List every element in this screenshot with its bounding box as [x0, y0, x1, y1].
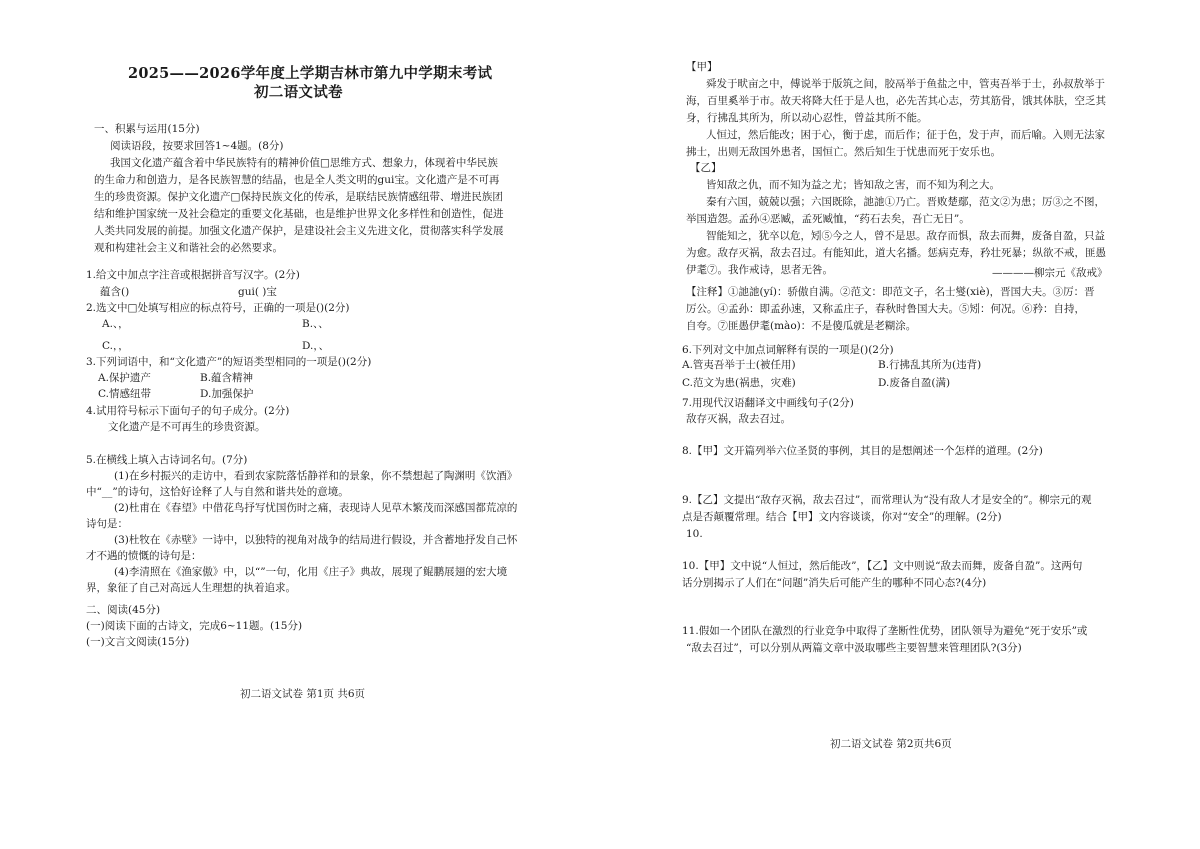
- exam-subtitle: 初二语文试卷: [254, 84, 343, 101]
- passage-label-jia: 【甲】: [686, 61, 718, 73]
- q3-option-c: C.情感纽带: [98, 388, 151, 400]
- q6-option-c: C.范文为患(祸患，灾难): [682, 377, 796, 389]
- answer-line-10: 10.: [686, 528, 703, 540]
- question-7: 7.用现代汉语翻译文中画线句子(2分): [682, 397, 854, 409]
- question-9-cont: 点是否颠覆常理。结合【甲】文内容谈谈，你对“安全”的理解。(2分): [682, 511, 1002, 523]
- passage-attribution: ————柳宗元《敌戒》: [992, 267, 1108, 279]
- q6-option-b: B.行拂乱其所为(违背): [878, 359, 982, 371]
- annotation-line: 【注释】①訑訑(yí)：骄傲自满。②范文：即范文子，名士燮(xiè)，晋国大夫。③厉：晋: [686, 286, 1095, 298]
- passage-line: 拂士，出则无敌国外患者，国恒亡。然后知生于忧患而死于安乐也。: [686, 146, 1001, 158]
- page-footer: 初二语文试卷 第2页共6页: [830, 738, 952, 750]
- q5-item-2: (2)杜甫在《春望》中借花鸟抒写忧国伤时之痛，表现诗人见草木繁茂而深感国都荒凉的: [114, 502, 518, 514]
- question-10-cont: 话分别揭示了人们在“问题”消失后可能产生的哪种不同心态?(4分): [682, 577, 987, 589]
- passage-line: 身，行拂乱其所为，所以动心忍性，曾益其所不能。: [686, 112, 928, 124]
- reading-instruction: 阅读语段，按要求回答1~4题。(8分): [110, 140, 284, 152]
- page-footer: 初二语文试卷 第1页 共6页: [240, 688, 366, 700]
- q5-item-2-cont: 诗句是：: [86, 518, 128, 530]
- q4-sentence: 文化遗产是不可再生的珍贵资源。: [108, 421, 266, 433]
- question-6: 6.下列对文中加点词解释有误的一项是()(2分): [682, 344, 894, 356]
- exam-title: 2025——2026学年度上学期吉林市第九中学期末考试: [128, 65, 493, 82]
- question-11: 11.假如一个团队在激烈的行业竞争中取得了垄断性优势，团队领导为避免“死于安乐”或: [682, 625, 1088, 637]
- question-9: 9.【乙】文提出“敌存灭祸，敌去召过”，而常理认为“没有敌人才是安全的”。柳宗元的观: [682, 494, 1092, 506]
- passage-line: 伊耄⑦。我作戒诗，思者无咎。: [686, 264, 833, 276]
- passage-line: 智能知之，犹卒以危，矧⑤今之人，曾不是思。敌存而惧，敌去而舞，废备自盈，只益: [706, 230, 1105, 242]
- passage-line: 结和维护国家统一及社会稳定的重要文化基础，也是维护世界文化多样性和创造性，促进: [94, 208, 504, 220]
- passage-line: 海，百里奚举于市。故天将降大任于是人也，必先苦其心志，劳其筋骨，饿其体肤，空乏其: [686, 95, 1106, 107]
- q2-option-a: A.、，: [102, 318, 129, 330]
- question-11-cont: “敌去召过”，可以分别从两篇文章中汲取哪些主要智慧来管理团队?(3分): [686, 642, 1022, 654]
- passage-line: 人恒过，然后能改；困于心，衡于虑，而后作；征于色，发于声，而后喻。入则无法家: [706, 129, 1105, 141]
- q1-item-a: 蕴含(): [100, 286, 130, 298]
- passage-line: 观和构建社会主义和谐社会的必然要求。: [94, 242, 283, 254]
- passage-line: 舜发于畎亩之中，傅说举于版筑之间，胶鬲举于鱼盐之中，管夷吾举于士，孙叔敖举于: [706, 78, 1105, 90]
- question-10: 10.【甲】文中说“人恒过，然后能改”，【乙】文中则说“敌去而舞，废备自盈”。这两句: [682, 560, 1083, 572]
- q2-option-d: D.，、: [302, 340, 330, 352]
- q3-option-a: A.保护遗产: [98, 372, 151, 384]
- q2-option-c: C.，，: [102, 340, 129, 352]
- q5-item-1: (1)在乡村振兴的走访中，看到农家院落恬静祥和的景象，你不禁想起了陶渊明《饮酒》: [114, 470, 518, 482]
- question-5: 5.在横线上填入古诗词名句。(7分): [86, 454, 248, 466]
- section-heading: 二、阅读(45分): [86, 604, 161, 616]
- subsection-heading: (一)文言文阅读(15分): [86, 636, 190, 648]
- passage-line: 皆知敌之仇，而不知为益之尤；皆知敌之害，而不知为利之大。: [706, 179, 1000, 191]
- reading-instruction: (一)阅读下面的古诗文，完成6~11题。(15分): [86, 620, 303, 632]
- passage-line: 人类共同发展的前提。加强文化遗产保护，是建设社会主义先进文化，贯彻落实科学发展: [94, 225, 504, 237]
- question-3: 3.下列词语中，和“文化遗产”的短语类型相同的一项是()(2分): [86, 356, 372, 368]
- passage-label-yi: 【乙】: [690, 162, 722, 174]
- question-2: 2.选文中□处填写相应的标点符号，正确的一项是()(2分): [86, 302, 350, 314]
- q6-option-a: A.管夷吾举于士(被任用): [682, 359, 796, 371]
- q2-option-b: B.、、: [302, 318, 329, 330]
- question-4: 4.试用符号标示下面句子的句子成分。(2分): [86, 405, 290, 417]
- passage-line: 我国文化遗产蕴含着中华民族特有的精神价值□思维方式、想象力，体现着中华民族: [110, 157, 498, 169]
- passage-line: 为愈。敌存灭祸，敌去召过。有能知此，道大名播。惩病克寿，矜壮死暴；纵欲不戒，匪愚: [686, 247, 1106, 259]
- passage-line: 秦有六国，兢兢以强；六国既除，訑訑①乃亡。晋败楚鄢，范文②为患；厉③之不图，: [706, 196, 1105, 208]
- annotation-line: 自夸。⑦匪愚伊耄(mào)：不是傻瓜就是老糊涂。: [686, 320, 917, 332]
- q1-item-b: gui( )宝: [238, 286, 277, 298]
- q7-sentence: 敌存灭祸，敌去召过。: [686, 413, 791, 425]
- q5-item-3: (3)杜牧在《赤壁》一诗中，以独特的视角对战争的结局进行假设，并含蓄地抒发自己怀: [114, 534, 518, 546]
- exam-page-2: [600, 0, 1200, 849]
- q5-item-4: (4)李清照在《渔家傲》中，以“”一句，化用《庄子》典故，展现了鲲鹏展翅的宏大境: [114, 566, 508, 578]
- passage-line: 举国造怨。孟孙④恶臧，孟死臧恤，“药石去矣，吾亡无日”。: [686, 213, 970, 225]
- q3-option-b: B.蕴含精神: [200, 372, 254, 384]
- q5-item-4-cont: 界，象征了自己对高远人生理想的执着追求。: [86, 582, 296, 594]
- annotation-line: 厉公。④孟孙：即孟孙速，又称孟庄子，春秋时鲁国大夫。⑤矧：何况。⑥矜：自持，: [686, 303, 1085, 315]
- passage-line: 生的珍贵资源。保护文化遗产□保持民族文化的传承，是联结民族情感纽带、增进民族团: [94, 191, 503, 203]
- q3-option-d: D.加强保护: [200, 388, 254, 400]
- q5-item-3-cont: 才不遇的愤慨的诗句是：: [86, 550, 202, 562]
- question-1: 1.给文中加点字注音或根据拼音写汉字。(2分): [86, 269, 300, 281]
- q6-option-d: D.废备自盈(满): [878, 377, 951, 389]
- question-8: 8.【甲】文开篇列举六位圣贤的事例，其目的是想阐述一个怎样的道理。(2分): [682, 445, 1043, 457]
- passage-line: 的生命力和创造力，是各民族智慧的结晶，也是全人类文明的gui宝。文化遗产是不可再: [94, 174, 500, 186]
- q5-item-1-cont: 中“__”的诗句，这恰好诠释了人与自然和谐共处的意境。: [86, 486, 349, 498]
- section-heading: 一、积累与运用(15分): [94, 123, 200, 135]
